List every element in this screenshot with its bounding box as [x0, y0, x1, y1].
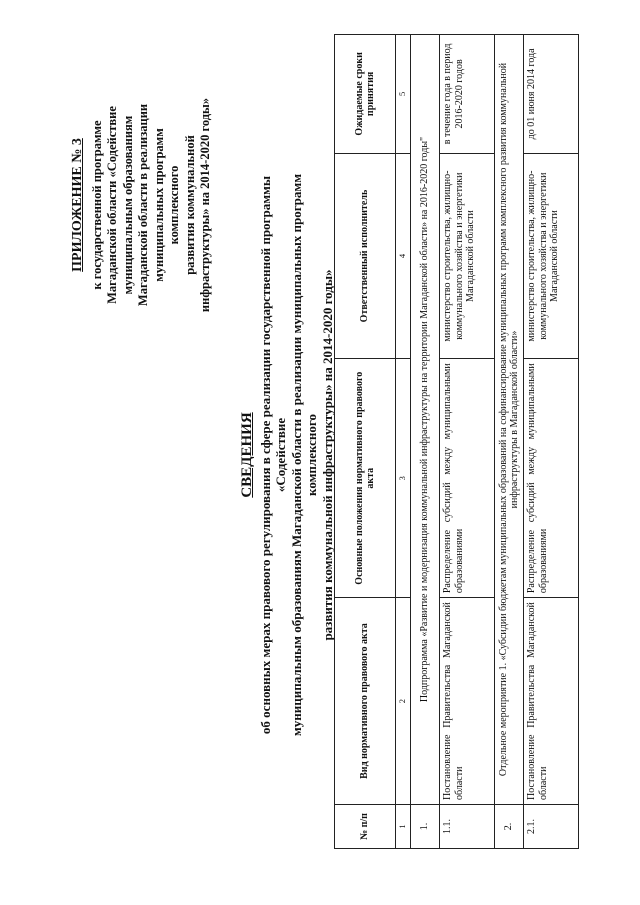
row-number: 1.1. [440, 804, 495, 848]
column-number: 2 [396, 598, 411, 805]
appendix-title: ПРИЛОЖЕНИЕ № 3 [70, 138, 85, 272]
column-number: 3 [396, 359, 411, 598]
row-number: 2. [495, 804, 524, 848]
executor-cell: министерство строительства, жилищно-коммунального хозяйства и энергетики Магаданской области [524, 153, 579, 359]
appendix-line: инфраструктуры» на 2014-2020 годы» [198, 97, 212, 313]
appendix-line: Магаданской области в реализации [136, 103, 150, 307]
executor-cell: министерство строительства, жилищно-коммунального хозяйства и энергетики Магаданской области [440, 153, 495, 359]
provisions-cell: Распределение субсидий между муниципальными образованиями [524, 359, 579, 598]
header-act-type: Вид нормативного правового акта [335, 598, 396, 805]
table-row [524, 35, 579, 849]
deadline-cell: до 01 июня 2014 года [524, 35, 579, 154]
header-provisions: Основные положения нормативного правового акта [335, 359, 396, 598]
heading-line: муниципальным образованиям Магаданской области в реализации муниципальных программ комплексного [288, 173, 319, 737]
column-number: 5 [396, 35, 411, 154]
heading-title: СВЕДЕНИЯ [239, 412, 255, 498]
header-deadline: Ожидаемые сроки принятия [335, 35, 396, 154]
act-type-cell: Постановление Правительства Магаданской области [440, 598, 495, 805]
table-header-row [335, 35, 396, 849]
deadline-cell: в течение года в период 2016-2020 годов [440, 35, 495, 154]
appendix-block [70, 90, 214, 320]
subprogram-title: Подпрограмма «Развитие и модернизация коммунальной инфраструктуры на территории Магаданской области» на 2016-2020 годы" [411, 35, 440, 805]
appendix-line: муниципальным образованиям [120, 115, 135, 295]
appendix-line: Магаданской области «Содействие [105, 106, 119, 304]
act-type-cell: Постановление Правительства Магаданской области [524, 598, 579, 805]
appendix-line: развития коммунальной [182, 135, 197, 275]
document-heading [240, 155, 335, 755]
appendix-line: к государственной программе [89, 120, 104, 290]
column-number-row [396, 35, 411, 849]
header-executor: Ответственный исполнитель [335, 153, 396, 359]
measures-table [334, 34, 579, 849]
column-number: 1 [396, 804, 411, 848]
row-number: 2.1. [524, 804, 579, 848]
heading-line: об основных мерах правового регулирования в сфере реализации государственной программы «Содействие [257, 175, 288, 735]
table-row [440, 35, 495, 849]
measure-title: Отдельное мероприятие 1. «Субсидии бюджетам муниципальных образований на софинансирование муниципальных программ комплексного развития коммунальной инфраструктуры в Магаданской области» [495, 35, 524, 805]
row-number: 1. [411, 804, 440, 848]
column-number: 4 [396, 153, 411, 359]
heading-line: развития коммунальной инфраструктуры» на 2014-2020 годы» [319, 269, 335, 641]
table-row [495, 35, 524, 849]
provisions-cell: Распределение субсидий между муниципальными образованиями [440, 359, 495, 598]
table-row [411, 35, 440, 849]
appendix-line: муниципальных программ комплексного [151, 128, 181, 282]
header-num: № п/п [335, 804, 396, 848]
